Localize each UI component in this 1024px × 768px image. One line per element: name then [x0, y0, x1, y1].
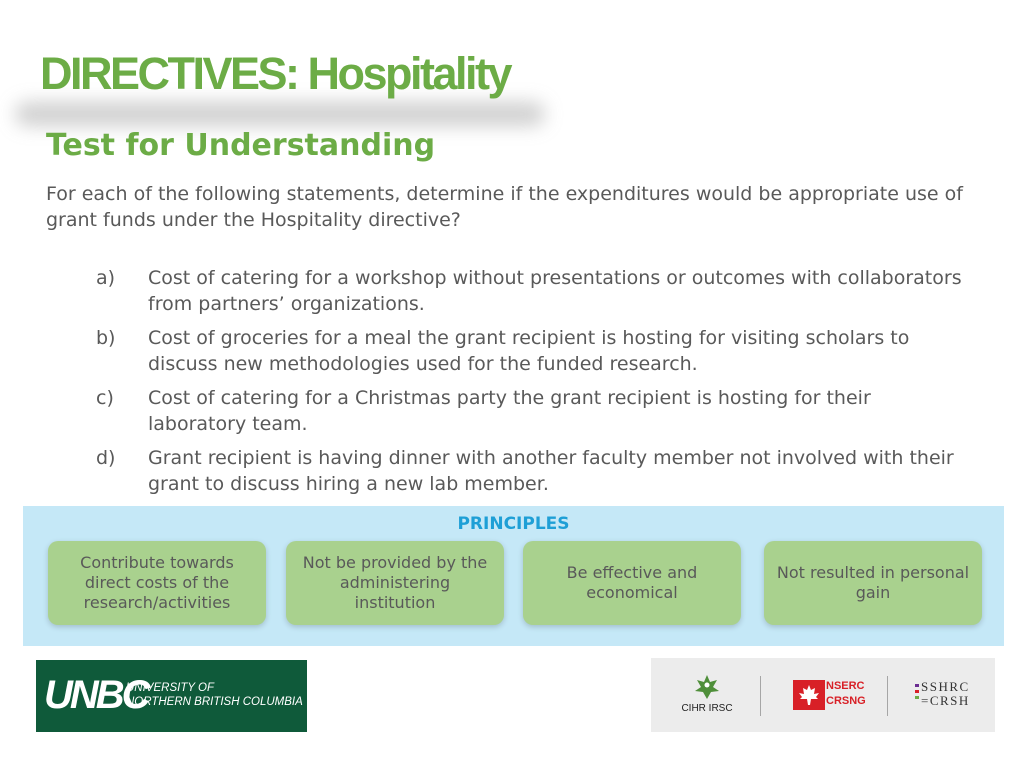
cihr-logo: [669, 658, 745, 732]
principle-card: Not be provided by the administering institution: [286, 541, 504, 625]
statement-marker: a): [96, 267, 116, 289]
statement-marker: d): [96, 447, 116, 469]
intro-text: For each of the following statements, determine if the expenditures would be appropriate use of grant funds under the Hospitality directive?: [46, 183, 963, 231]
nserc-flag-square: [793, 680, 825, 710]
title-shadow: [15, 102, 545, 126]
statement-list: [96, 265, 966, 505]
slide-title-wrap: [40, 44, 600, 114]
principle-card: Contribute towards direct costs of the research/activities: [48, 541, 266, 625]
principles-heading: PRINCIPLES: [457, 514, 570, 534]
agency-logos: [651, 658, 995, 732]
statement-text: Cost of groceries for a meal the grant recipient is hosting for visiting scholars to discuss new methodologies used for the funded research.: [148, 327, 910, 375]
principle-card: Not resulted in personal gain: [764, 541, 982, 625]
principles-panel: [23, 506, 1004, 646]
statement-text: Cost of catering for a Christmas party the grant recipient is hosting for their laboratory team.: [148, 387, 871, 435]
unbc-logo-mark: UNBC: [44, 673, 148, 717]
cihr-label: CIHR IRSC: [681, 703, 733, 714]
statement-item: [96, 445, 966, 497]
nserc-logo: [793, 658, 866, 732]
statement-item: [96, 385, 966, 437]
statement-marker: c): [96, 387, 114, 409]
statement-text: Cost of catering for a workshop without presentations or outcomes with collaborators from partners’ organizations.: [148, 267, 962, 315]
unbc-logo-name: UNIVERSITY OF NORTHERN BRITISH COLUMBIA: [126, 682, 303, 708]
statement-item: [96, 265, 966, 317]
logo-divider: [760, 676, 761, 716]
sshrc-label: SSHRC =CRSH: [921, 679, 970, 708]
unbc-logo: [36, 660, 307, 732]
slide-subtitle: Test for Understanding: [46, 128, 436, 163]
slide-title: DIRECTIVES: Hospitality: [40, 48, 511, 99]
statement-marker: b): [96, 327, 116, 349]
statement-item: [96, 325, 966, 377]
logo-divider: [887, 676, 888, 716]
sshrc-logo: [921, 658, 983, 732]
statement-text: Grant recipient is having dinner with another faculty member not involved with their grant to discuss hiring a new lab member.: [148, 447, 954, 495]
nserc-label: NSERC CRSNG: [826, 680, 866, 707]
principle-card: Be effective and economical: [523, 541, 741, 625]
